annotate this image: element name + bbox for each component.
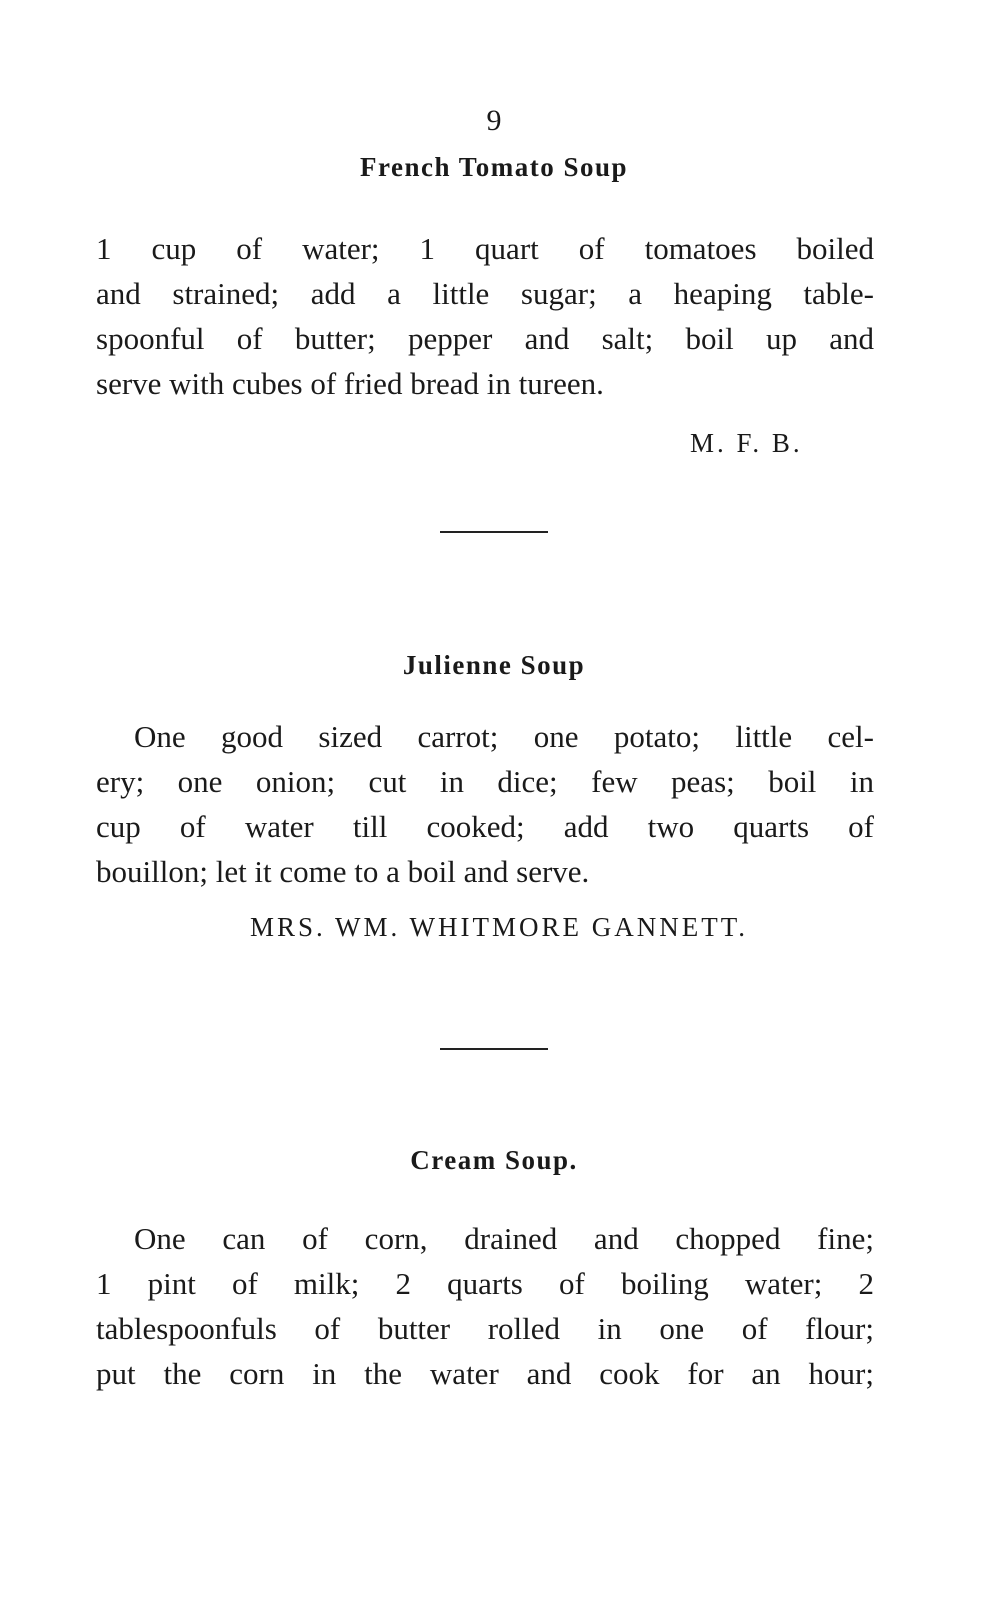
recipe-line: ery; one onion; cut in dice; few peas; boil in (96, 764, 874, 799)
recipe-attribution-french-tomato-soup: M. F. B. (690, 428, 803, 458)
recipe-line: spoonful of butter; pepper and salt; boil up and (96, 321, 874, 356)
recipe-line: and strained; add a little sugar; a heaping table- (96, 276, 874, 311)
recipe-line: cup of water till cooked; add two quarts of (96, 809, 874, 844)
page-number: 9 (486, 104, 502, 137)
recipe-line: serve with cubes of fried bread in tureen. (96, 366, 604, 401)
recipe-line: 1 pint of milk; 2 quarts of boiling water; 2 (96, 1266, 874, 1301)
section-divider (440, 531, 548, 533)
recipe-body-cream-soup (96, 1216, 874, 1396)
recipe-line: tablespoonfuls of butter rolled in one of flour; (96, 1311, 874, 1346)
recipe-line: 1 cup of water; 1 quart of tomatoes boiled (96, 231, 874, 266)
recipe-line: bouillon; let it come to a boil and serve. (96, 854, 590, 889)
section-divider (440, 1048, 548, 1050)
recipe-attribution-julienne-soup: MRS. WM. WHITMORE GANNETT. (250, 912, 748, 942)
recipe-line: One good sized carrot; one potato; little cel- (134, 719, 874, 754)
recipe-body-julienne-soup (96, 714, 874, 894)
recipe-title-julienne-soup: Julienne Soup (402, 650, 586, 680)
recipe-body-french-tomato-soup (96, 226, 874, 406)
recipe-title-cream-soup: Cream Soup. (410, 1145, 578, 1175)
recipe-title-french-tomato-soup: French Tomato Soup (359, 152, 629, 182)
recipe-line: put the corn in the water and cook for an hour; (96, 1356, 874, 1391)
recipe-line: One can of corn, drained and chopped fine; (134, 1221, 874, 1256)
